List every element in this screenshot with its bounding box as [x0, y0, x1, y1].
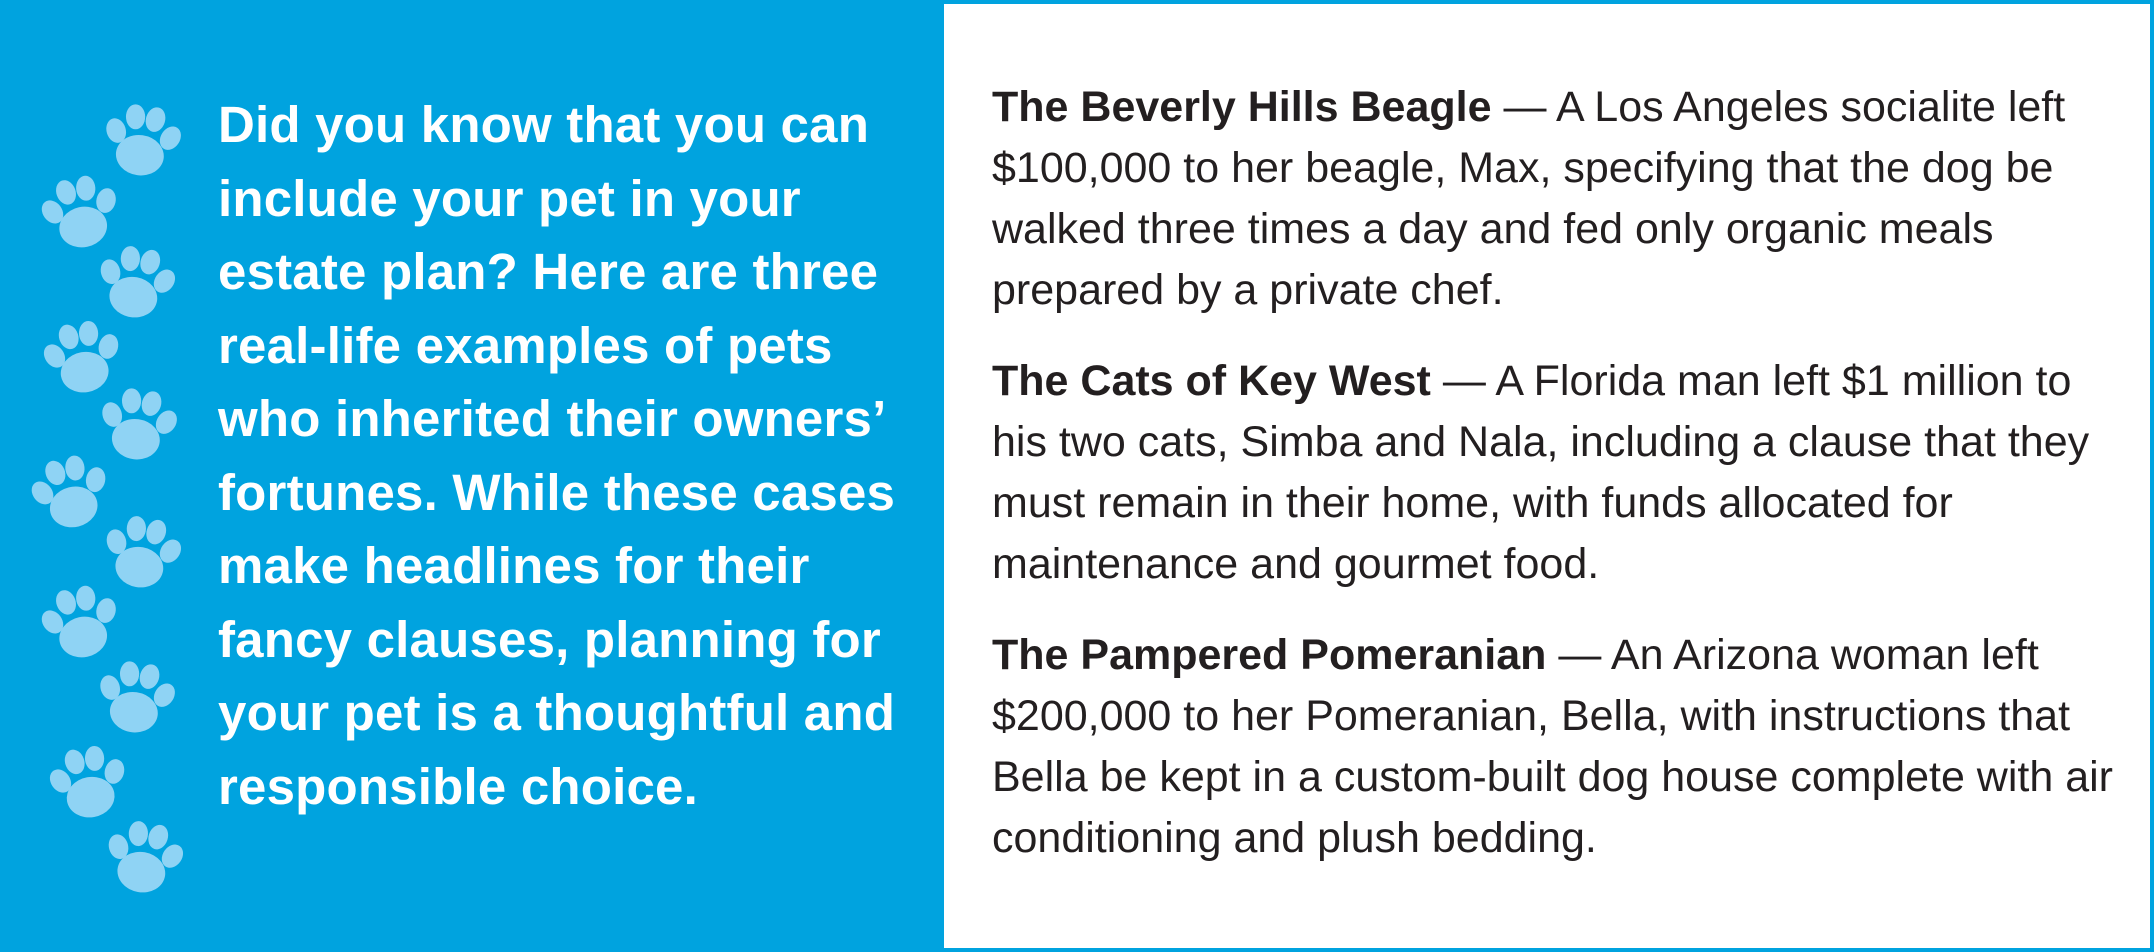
cases-panel — [944, 4, 2150, 948]
case-title: The Beverly Hills Beagle — [992, 83, 1492, 131]
intro-text: Did you know that you can include your pet in your estate plan? Here are three real-life examples of pets who inherited their owners’ fortunes. While these cases make headlines for their fancy clauses, planning for your pet is a thoughtful and responsible choice. — [218, 96, 896, 815]
paw-print-icon — [88, 801, 199, 912]
case-title: The Cats of Key West — [992, 357, 1431, 405]
case-text: — A Florida man left $1 million to his two cats, Simba and Nala, including a clause that they must remain in their home, with funds allocated for maintenance and gourmet food. — [992, 357, 2090, 588]
case-text: — An Arizona woman left $200,000 to her Pomeranian, Bella, with instructions that Bella be kept in a custom-built dog house complete with air conditioning and plush bedding. — [992, 631, 2114, 862]
intro-panel — [4, 4, 944, 948]
case-pampered-pomeranian — [992, 625, 2130, 869]
case-title: The Pampered Pomeranian — [992, 631, 1547, 679]
case-cats-of-key-west — [992, 351, 2130, 595]
paw-trail — [4, 4, 204, 948]
case-text: — A Los Angeles socialite left $100,000 to her beagle, Max, specifying that the dog be walked three times a day and fed only organic meals prepared by a private chef. — [992, 83, 2066, 314]
case-beverly-hills-beagle — [992, 77, 2130, 321]
